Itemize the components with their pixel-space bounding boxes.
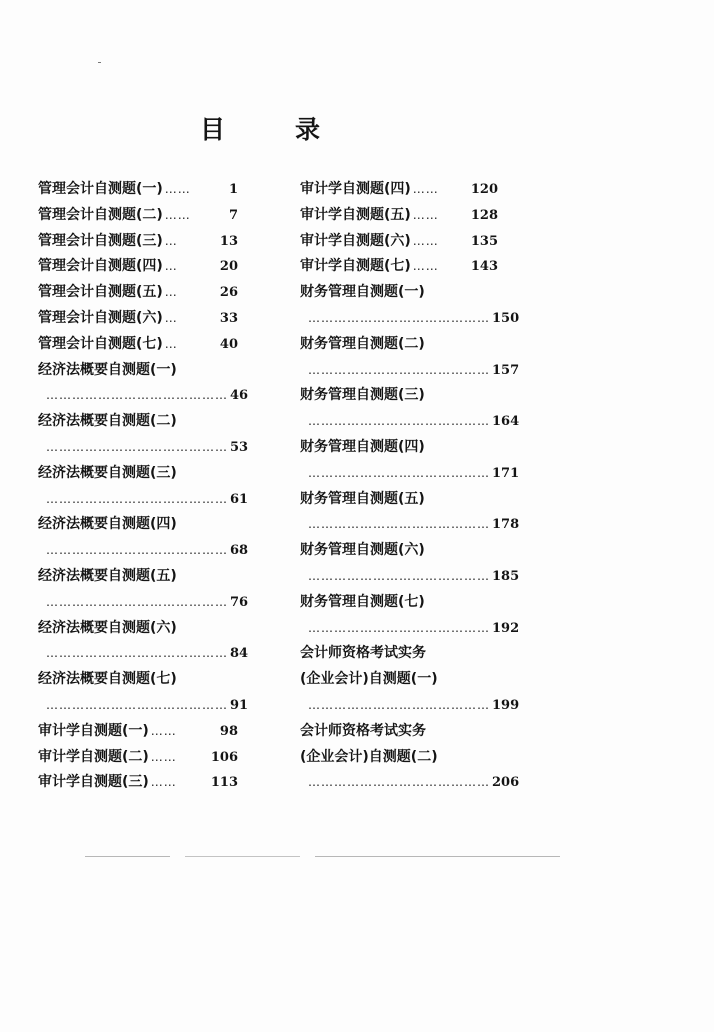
toc-leader-dots: … [164, 310, 178, 325]
toc-entry [300, 229, 498, 255]
toc-leader-dots: …… [150, 723, 177, 738]
toc-entry [38, 693, 249, 719]
toc-leader-dots: …………………………………… [308, 362, 490, 377]
toc-entry [38, 332, 238, 358]
toc-entry-title: 经济法概要自测题(五) [38, 567, 177, 584]
toc-leader-dots: …………………………………… [308, 465, 490, 480]
toc-entry [300, 616, 520, 642]
toc-entry [300, 203, 498, 229]
toc-leader-dots: …… [164, 207, 191, 222]
toc-leader-dots: …………………………………… [46, 697, 228, 712]
toc-leader-dots: …………………………………… [308, 414, 490, 429]
toc-leader-dots: …… [412, 207, 439, 222]
toc-page-number: 192 [492, 620, 520, 636]
toc-page-number: 106 [210, 749, 238, 765]
toc-entry [300, 745, 498, 771]
toc-leader-dots: …………………………………… [308, 775, 490, 790]
toc-page-number: 199 [492, 697, 520, 713]
toc-entry [38, 641, 249, 667]
toc-entry [300, 280, 498, 306]
toc-page-number: 120 [470, 182, 498, 197]
toc-entry-title: 管理会计自测题(三) [38, 232, 163, 249]
toc-entry-title: 管理会计自测题(一) [38, 181, 163, 197]
toc-page-number: 91 [230, 697, 249, 713]
toc-page-number: 98 [219, 723, 238, 739]
toc-entry-title: 审计学自测题(六) [300, 232, 411, 249]
toc-right-column [300, 177, 520, 796]
toc-entry [300, 383, 498, 409]
toc-entry [300, 332, 498, 358]
toc-entry-title: 财务管理自测题(二) [300, 335, 425, 352]
toc-page-number: 164 [492, 414, 520, 430]
toc-entry-title: 审计学自测题(二) [38, 748, 149, 765]
toc-page-number: 206 [492, 775, 520, 791]
toc-page-number: 128 [470, 207, 498, 223]
toc-page-number: 20 [219, 259, 238, 275]
toc-entry-title: 财务管理自测题(七) [300, 593, 425, 610]
toc-entry [38, 719, 238, 745]
toc-entry [38, 409, 238, 435]
toc-leader-dots: …… [412, 259, 439, 274]
toc-entry-title: 审计学自测题(四) [300, 181, 411, 197]
toc-entry [38, 203, 238, 229]
toc-entry-title: 管理会计自测题(四) [38, 258, 163, 275]
toc-page-number: 40 [219, 336, 238, 352]
toc-page-number: 113 [210, 775, 238, 791]
toc-entry [38, 461, 238, 487]
toc-leader-dots: …………………………………… [308, 568, 490, 583]
toc-entry-title: 管理会计自测题(五) [38, 284, 163, 301]
toc-entry [300, 435, 498, 461]
toc-leader-dots: …………………………………… [46, 646, 228, 661]
toc-page-number: 171 [492, 465, 520, 481]
toc-entry [300, 358, 520, 384]
toc-leader-dots: …… [150, 749, 177, 764]
toc-entry-title: 管理会计自测题(二) [38, 206, 163, 223]
toc-entry-title: 财务管理自测题(一) [300, 284, 425, 301]
toc-leader-dots: …………………………………… [308, 620, 490, 635]
toc-page-number: 150 [492, 310, 520, 326]
toc-page-number: 7 [228, 207, 238, 223]
toc-entry [300, 461, 520, 487]
toc-page-number: 157 [492, 362, 520, 378]
toc-entry-title: 审计学自测题(七) [300, 258, 411, 275]
toc-entry [38, 590, 249, 616]
toc-page-number: 33 [219, 310, 238, 326]
toc-entry [300, 409, 520, 435]
toc-entry-title: 财务管理自测题(三) [300, 387, 425, 404]
toc-leader-dots: …… [412, 233, 439, 248]
toc-entry [300, 719, 498, 745]
toc-page-number: 1 [228, 182, 238, 197]
toc-leader-dots: … [164, 285, 178, 300]
toc-page-number: 53 [230, 439, 249, 455]
toc-entry [38, 177, 238, 203]
toc-entry [300, 590, 498, 616]
toc-entry [38, 667, 238, 693]
toc-entry [300, 770, 520, 796]
toc-entry-title: 管理会计自测题(七) [38, 335, 163, 352]
toc-leader-dots: …………………………………… [46, 388, 228, 403]
toc-leader-dots: …… [412, 182, 439, 196]
toc-entry [38, 487, 249, 513]
toc-entry [300, 667, 498, 693]
toc-entry-title: 经济法概要自测题(七) [38, 671, 177, 688]
toc-entry [38, 616, 238, 642]
toc-entry-title: 财务管理自测题(四) [300, 438, 425, 455]
toc-entry [300, 177, 498, 203]
toc-entry [300, 538, 498, 564]
toc-leader-dots: … [164, 336, 178, 351]
toc-page-number: 185 [492, 568, 520, 584]
toc-entry-title: 经济法概要自测题(六) [38, 619, 177, 636]
toc-leader-dots: …………………………………… [46, 439, 228, 454]
toc-entry-title: 审计学自测题(五) [300, 206, 411, 223]
toc-entry-title: 经济法概要自测题(四) [38, 516, 177, 533]
toc-leader-dots: …………………………………… [308, 310, 490, 325]
toc-entry [300, 641, 498, 667]
toc-entry-title: 经济法概要自测题(二) [38, 413, 177, 430]
toc-page-number: 13 [219, 233, 238, 249]
scan-artifact-line [60, 856, 560, 857]
toc-left-column [38, 177, 249, 796]
toc-entry [38, 745, 238, 771]
toc-entry-title: (企业会计)自测题(一) [300, 671, 438, 688]
toc-entry [38, 280, 238, 306]
toc-entry-title: 经济法概要自测题(一) [38, 361, 177, 378]
toc-page-number: 26 [219, 285, 238, 301]
toc-leader-dots: …………………………………… [308, 697, 490, 712]
toc-entry [300, 564, 520, 590]
toc-leader-dots: …………………………………… [46, 543, 228, 558]
scan-speck [98, 62, 101, 63]
toc-entry-title: 审计学自测题(三) [38, 774, 149, 791]
toc-entry [38, 770, 238, 796]
toc-entry [300, 693, 520, 719]
toc-leader-dots: …… [150, 775, 177, 790]
toc-entry [38, 512, 238, 538]
page-title-char-2: 录 [294, 115, 320, 144]
toc-page-number: 61 [230, 491, 249, 507]
toc-page-number: 68 [230, 543, 249, 559]
toc-leader-dots: … [164, 233, 178, 248]
toc-entry-title: 会计师资格考试实务 [300, 645, 426, 662]
toc-entry-title: 经济法概要自测题(三) [38, 464, 177, 481]
toc-entry [300, 512, 520, 538]
toc-entry-title: 会计师资格考试实务 [300, 722, 426, 739]
toc-entry [38, 435, 249, 461]
toc-leader-dots: … [164, 259, 178, 274]
toc-page-number: 46 [230, 388, 249, 404]
page-title-char-1: 目 [200, 115, 226, 144]
toc-entry [300, 487, 498, 513]
toc-entry [38, 229, 238, 255]
toc-entry [38, 538, 249, 564]
toc-entry-title: 审计学自测题(一) [38, 722, 149, 739]
toc-entry [300, 254, 498, 280]
toc-leader-dots: …… [164, 182, 191, 196]
toc-page-number: 76 [230, 594, 249, 610]
toc-entry [38, 383, 249, 409]
toc-entry [300, 306, 520, 332]
toc-entry [38, 358, 238, 384]
toc-page-number: 135 [470, 233, 498, 249]
toc-entry-title: 管理会计自测题(六) [38, 309, 163, 326]
toc-entry [38, 306, 238, 332]
toc-entry-title: 财务管理自测题(六) [300, 542, 425, 559]
toc-entry-title: 财务管理自测题(五) [300, 490, 425, 507]
toc-leader-dots: …………………………………… [46, 594, 228, 609]
toc-leader-dots: …………………………………… [46, 491, 228, 506]
toc-entry [38, 564, 238, 590]
toc-page-number: 143 [470, 259, 498, 275]
toc-entry [38, 254, 238, 280]
toc-leader-dots: …………………………………… [308, 517, 490, 532]
toc-page-number: 84 [230, 646, 249, 662]
toc-page-number: 178 [492, 517, 520, 533]
toc-entry-title: (企业会计)自测题(二) [300, 748, 438, 765]
page-title [200, 110, 320, 146]
